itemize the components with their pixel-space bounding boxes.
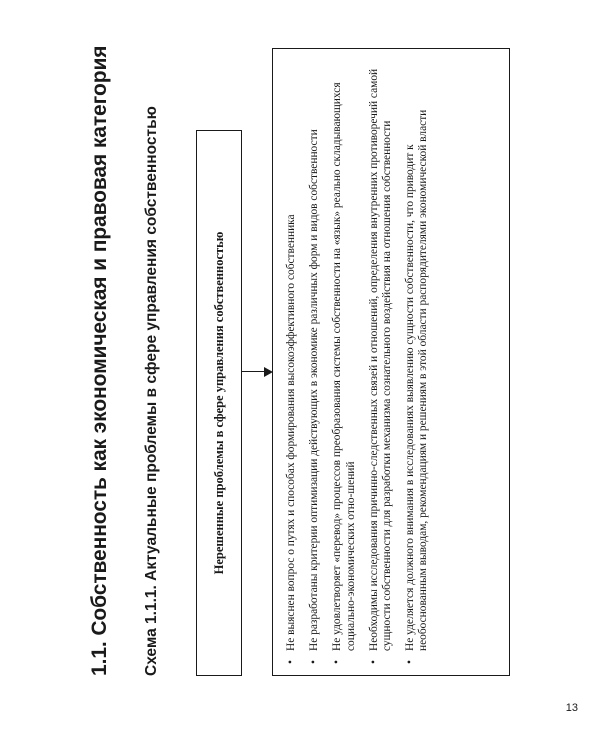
bullet-icon: • bbox=[308, 660, 321, 664]
problem-text: Не разработаны критерии оптимизации действующих в экономике различных форм и видов собственности bbox=[308, 129, 321, 651]
problem-item bbox=[285, 59, 298, 665]
schema-title: Схема 1.1.1. Актуальные проблемы в сфере управления собственностью bbox=[143, 106, 160, 676]
problem-item bbox=[404, 59, 430, 665]
problem-item bbox=[308, 59, 321, 665]
bullet-icon: • bbox=[331, 660, 344, 664]
problem-text: Необходимы исследования причинно-следственных связей и отношений, определения внутренних противоречий самой сущности собственности для разработки механизма сознательного воздействия на отношения собственности bbox=[367, 68, 394, 651]
page-number: 13 bbox=[565, 702, 578, 714]
bullet-icon: • bbox=[404, 660, 417, 664]
bullet-icon: • bbox=[367, 660, 380, 664]
problem-text: Не удовлетворяет «перевод» процессов преобразования системы собственности на «язык» реально складывающихся социально-экономических отно-шений bbox=[331, 82, 357, 651]
header-box bbox=[196, 130, 242, 676]
section-title: 1.1. Собственность как экономическая и правовая категория bbox=[88, 45, 111, 676]
problems-list bbox=[285, 59, 431, 665]
problem-text: Не выяснен вопрос о путях и способах формирования высокоэффективного собственника bbox=[285, 214, 297, 651]
bullet-icon: • bbox=[285, 660, 297, 664]
problem-item bbox=[368, 59, 394, 665]
problem-text: Не уделяется должного внимания в исследованиях выявлению сущности собственности, что приводит к необоснованным выводам, рекомендациям и решениям в этой области распорядителями экономической власти bbox=[404, 109, 430, 651]
header-box-label: Нерешенные проблемы в сфере управления собственностью bbox=[211, 231, 226, 575]
problem-item bbox=[331, 59, 357, 665]
problems-box bbox=[272, 48, 510, 676]
